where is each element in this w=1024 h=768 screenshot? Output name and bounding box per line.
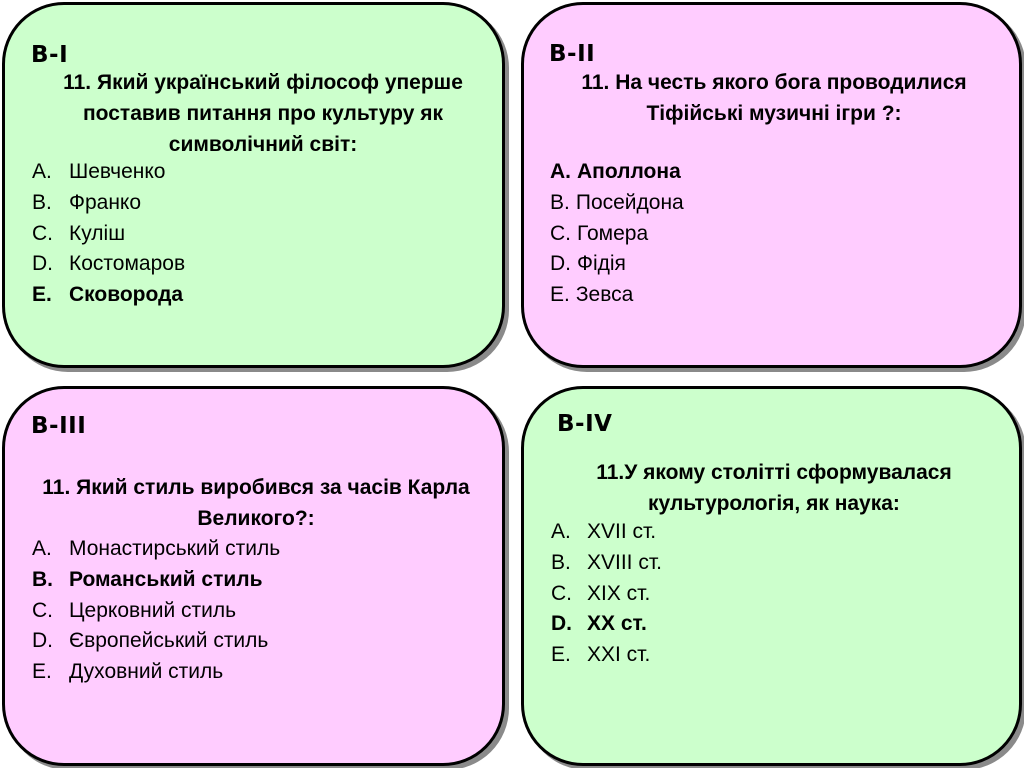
answer-letter: С. xyxy=(550,221,571,245)
answer-option-d xyxy=(550,249,684,280)
answer-list xyxy=(551,517,662,671)
answer-letter: D. xyxy=(550,252,571,276)
variant-label: В-ІІІ xyxy=(31,413,87,439)
answer-list xyxy=(550,157,684,311)
answer-text: XVII ст. xyxy=(587,520,657,543)
answer-letter: C. xyxy=(32,598,53,622)
quiz-card-variant-1 xyxy=(2,2,505,368)
answer-option-a-correct xyxy=(550,157,684,188)
quiz-card-variant-3 xyxy=(2,386,505,766)
answer-letter: Е. xyxy=(550,283,570,307)
answer-text: XXI ст. xyxy=(587,643,651,667)
answer-letter: D. xyxy=(32,629,53,653)
answer-text: Європейський стиль xyxy=(69,629,269,653)
answer-letter: D. xyxy=(32,252,53,276)
answer-text: Церковний стиль xyxy=(69,598,237,622)
answer-option-d xyxy=(32,626,280,657)
answer-letter: C. xyxy=(551,581,572,605)
answer-option-a xyxy=(551,517,662,548)
variant-label: В-ІV xyxy=(557,411,613,437)
answer-option-c xyxy=(551,579,662,610)
answer-text: Сковорода xyxy=(69,283,184,307)
answer-text: Романський стиль xyxy=(69,567,263,591)
answer-letter: E. xyxy=(551,643,571,667)
answer-option-c xyxy=(32,219,185,250)
answer-letter: В. xyxy=(550,190,570,214)
answer-option-d-correct xyxy=(551,609,662,640)
question-text: 11. На честь якого бога проводилися Тіфійські музичні ігри ?: xyxy=(581,71,967,125)
answer-option-c xyxy=(550,219,684,250)
question-text: 11. Який український філософ уперше поставив питання про культуру як символічний світ: xyxy=(63,71,463,156)
answer-text: XIX ст. xyxy=(587,581,651,605)
question-text: 11.У якому столітті сформувалася культурологія, як наука: xyxy=(596,461,952,515)
answer-option-e xyxy=(550,280,684,311)
answer-option-e xyxy=(551,640,662,671)
answer-text: Монастирський стиль xyxy=(69,537,281,560)
answer-letter: B. xyxy=(32,190,52,214)
quiz-card-variant-4 xyxy=(521,386,1022,766)
answer-text: Духовний стиль xyxy=(69,660,224,684)
variant-label: В-ІІ xyxy=(549,41,596,67)
answer-option-a xyxy=(32,534,280,565)
answer-text: Франко xyxy=(69,190,142,214)
answer-text: Зевса xyxy=(575,283,634,307)
answer-option-a xyxy=(32,157,185,188)
question-text: 11. Який стиль виробився за часів Карла Великого?: xyxy=(42,476,470,530)
answer-text: Костомаров xyxy=(69,252,186,276)
answer-list xyxy=(32,157,185,311)
answer-text: Фідія xyxy=(577,252,626,276)
answer-option-c xyxy=(32,596,280,627)
answer-letter: A. xyxy=(32,160,52,183)
answer-option-e xyxy=(32,657,280,688)
variant-label: В-І xyxy=(31,42,69,68)
answer-text: XVIII ст. xyxy=(587,550,662,574)
answer-letter: C. xyxy=(32,221,53,245)
answer-text: Гомера xyxy=(577,221,649,245)
answer-letter: E. xyxy=(32,660,52,684)
answer-option-b xyxy=(32,188,185,219)
answer-list xyxy=(32,534,280,688)
answer-letter: А. xyxy=(550,160,571,183)
answer-letter: E. xyxy=(32,283,52,307)
answer-text: Шевченко xyxy=(69,160,166,183)
answer-letter: A. xyxy=(551,520,571,543)
answer-text: Посейдона xyxy=(575,190,684,214)
answer-option-b xyxy=(550,188,684,219)
answer-option-b xyxy=(551,548,662,579)
answer-letter: B. xyxy=(551,550,571,574)
answer-text: Аполлона xyxy=(577,160,681,183)
answer-option-d xyxy=(32,249,185,280)
quiz-card-variant-2 xyxy=(521,2,1022,368)
answer-option-e-correct xyxy=(32,280,185,311)
answer-text: Куліш xyxy=(69,221,126,245)
answer-letter: A. xyxy=(32,537,52,560)
answer-text: XX ст. xyxy=(587,612,647,636)
answer-letter: D. xyxy=(551,612,572,636)
answer-letter: B. xyxy=(32,567,53,591)
answer-option-b-correct xyxy=(32,565,280,596)
